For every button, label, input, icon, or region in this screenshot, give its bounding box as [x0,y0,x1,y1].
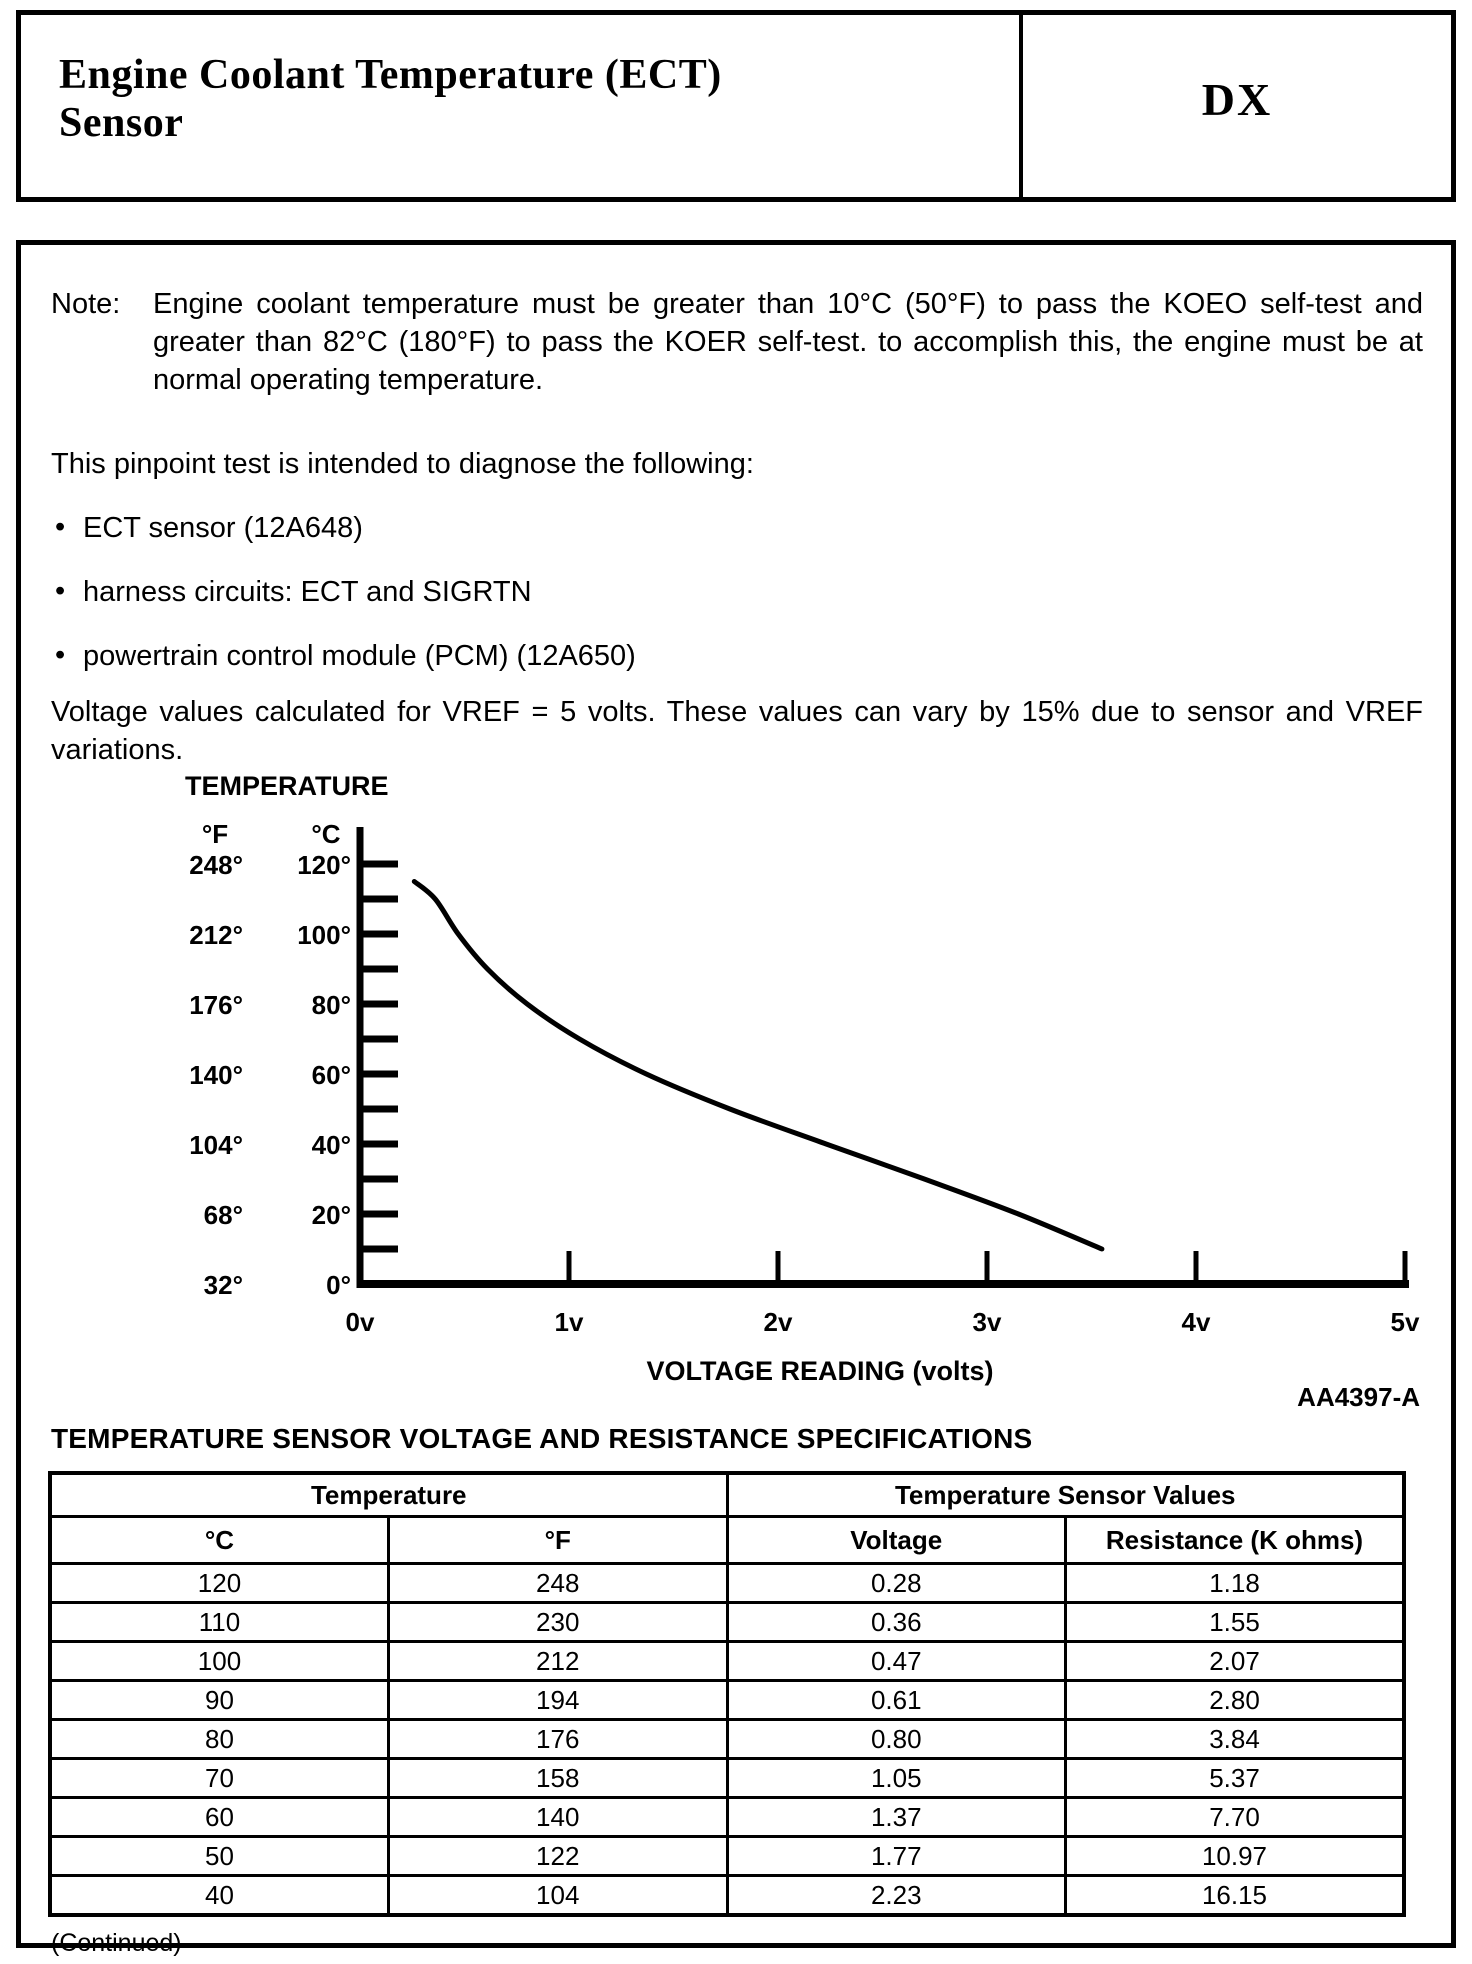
content-box [16,240,1456,1957]
figure-id-label: AA4397-A [1297,1382,1420,1412]
header-code-cell [1023,15,1451,197]
table-group-header-row [50,1473,1404,1517]
note-label: Note: [51,288,121,320]
group-header-temperature: Temperature [50,1473,727,1517]
table-cell: 1.55 [1066,1603,1405,1642]
table-row [50,1798,1404,1837]
table-cell: 80 [50,1720,389,1759]
table-cell: 2.23 [727,1876,1066,1916]
table-cell: 1.77 [727,1837,1066,1876]
y-tick-label-fahrenheit: 32° [203,1270,243,1300]
table-cell: 1.05 [727,1759,1066,1798]
intro-text: This pinpoint test is intended to diagnose the following: [51,448,754,480]
bullet-item: • powertrain control module (PCM) (12A650) [51,637,1423,675]
spec-table-body [50,1564,1404,1916]
table-cell: 2.80 [1066,1681,1405,1720]
y-tick-label-celsius: 120° [297,850,351,880]
table-cell: 50 [50,1837,389,1876]
y-tick-label-celsius: 0° [326,1270,351,1300]
x-tick-label: 4v [1181,1307,1211,1337]
table-cell: 104 [389,1876,728,1916]
group-header-sensor-values: Temperature Sensor Values [727,1473,1404,1517]
table-cell: 70 [50,1759,389,1798]
y-tick-label-celsius: 60° [311,1060,351,1090]
table-cell: 10.97 [1066,1837,1405,1876]
spec-table-head [50,1473,1404,1564]
temperature-voltage-curve [414,882,1102,1250]
table-cell: 5.37 [1066,1759,1405,1798]
y-tick-label-celsius: 40° [311,1130,351,1160]
table-cell: 16.15 [1066,1876,1405,1916]
ect-voltage-temperature-chart [130,769,1423,1417]
table-cell: 140 [389,1798,728,1837]
table-cell: 40 [50,1876,389,1916]
table-cell: 90 [50,1681,389,1720]
y-tick-label-fahrenheit: 68° [203,1200,243,1230]
table-cell: 194 [389,1681,728,1720]
x-tick-label: 1v [554,1307,584,1337]
vref-note-text: Voltage values calculated for VREF = 5 volts. These values can vary by 15% due to sensor and VREF variations. [51,696,1423,766]
table-cell: 248 [389,1564,728,1603]
col-header-resistance: Resistance (K ohms) [1066,1517,1405,1564]
y-tick-label-fahrenheit: 176° [189,990,243,1020]
y-tick-label-fahrenheit: 212° [189,920,243,950]
note-text: Engine coolant temperature must be greater than 10°C (50°F) to pass the KOEO self-test and greater than 82°C (180°F) to pass the KOER self-test. to accomplish this, the engine must be at normal operating temperature. [153,288,1423,396]
page-title-line2: Sensor [59,100,184,146]
table-cell: 0.47 [727,1642,1066,1681]
y-tick-label-celsius: 20° [311,1200,351,1230]
y-axis-unit-fahrenheit: °F [201,819,229,849]
x-axis-title: VOLTAGE READING (volts) [646,1356,994,1386]
table-row [50,1642,1404,1681]
diagnosis-bullet-list [51,509,1423,675]
spec-table-title: TEMPERATURE SENSOR VOLTAGE AND RESISTANCE SPECIFICATIONS [51,1423,1033,1454]
y-tick-label-celsius: 80° [311,990,351,1020]
table-row [50,1603,1404,1642]
table-cell: 60 [50,1798,389,1837]
y-tick-label-fahrenheit: 140° [189,1060,243,1090]
ect-chart-svg [130,769,1450,1417]
bullet-item: • harness circuits: ECT and SIGRTN [51,573,1423,611]
pinpoint-test-code: DX [1201,73,1273,125]
table-cell: 0.36 [727,1603,1066,1642]
table-cell: 2.07 [1066,1642,1405,1681]
table-row [50,1759,1404,1798]
col-header-celsius: °C [50,1517,389,1564]
table-row [50,1720,1404,1759]
table-cell: 1.37 [727,1798,1066,1837]
table-cell: 0.61 [727,1681,1066,1720]
table-cell: 3.84 [1066,1720,1405,1759]
y-tick-label-fahrenheit: 248° [189,850,243,880]
table-cell: 120 [50,1564,389,1603]
table-cell: 0.28 [727,1564,1066,1603]
chart-title: TEMPERATURE [185,771,389,801]
x-tick-label: 3v [972,1307,1002,1337]
x-tick-label: 2v [763,1307,793,1337]
y-axis-unit-celsius: °C [311,819,341,849]
header-box [16,10,1456,202]
table-row [50,1876,1404,1916]
table-cell: 0.80 [727,1720,1066,1759]
table-cell: 1.18 [1066,1564,1405,1603]
table-column-header-row [50,1517,1404,1564]
table-row [50,1564,1404,1603]
table-cell: 158 [389,1759,728,1798]
table-cell: 176 [389,1720,728,1759]
bullet-item: • ECT sensor (12A648) [51,509,1423,547]
col-header-voltage: Voltage [727,1517,1066,1564]
x-tick-label: 0v [345,1307,375,1337]
table-cell: 122 [389,1837,728,1876]
col-header-fahrenheit: °F [389,1517,728,1564]
table-row [50,1837,1404,1876]
y-tick-label-fahrenheit: 104° [189,1130,243,1160]
x-tick-label: 5v [1390,1307,1420,1337]
spec-table [48,1471,1406,1917]
table-cell: 110 [50,1603,389,1642]
table-cell: 212 [389,1642,728,1681]
header-title-cell [21,15,1023,197]
table-row [50,1681,1404,1720]
table-cell: 230 [389,1603,728,1642]
y-tick-label-celsius: 100° [297,920,351,950]
page-title [59,51,1019,147]
continued-label: (Continued) [51,1929,182,1957]
note-block [51,285,1423,399]
page-title-line1: Engine Coolant Temperature (ECT) [59,52,722,98]
table-cell: 7.70 [1066,1798,1405,1837]
table-cell: 100 [50,1642,389,1681]
